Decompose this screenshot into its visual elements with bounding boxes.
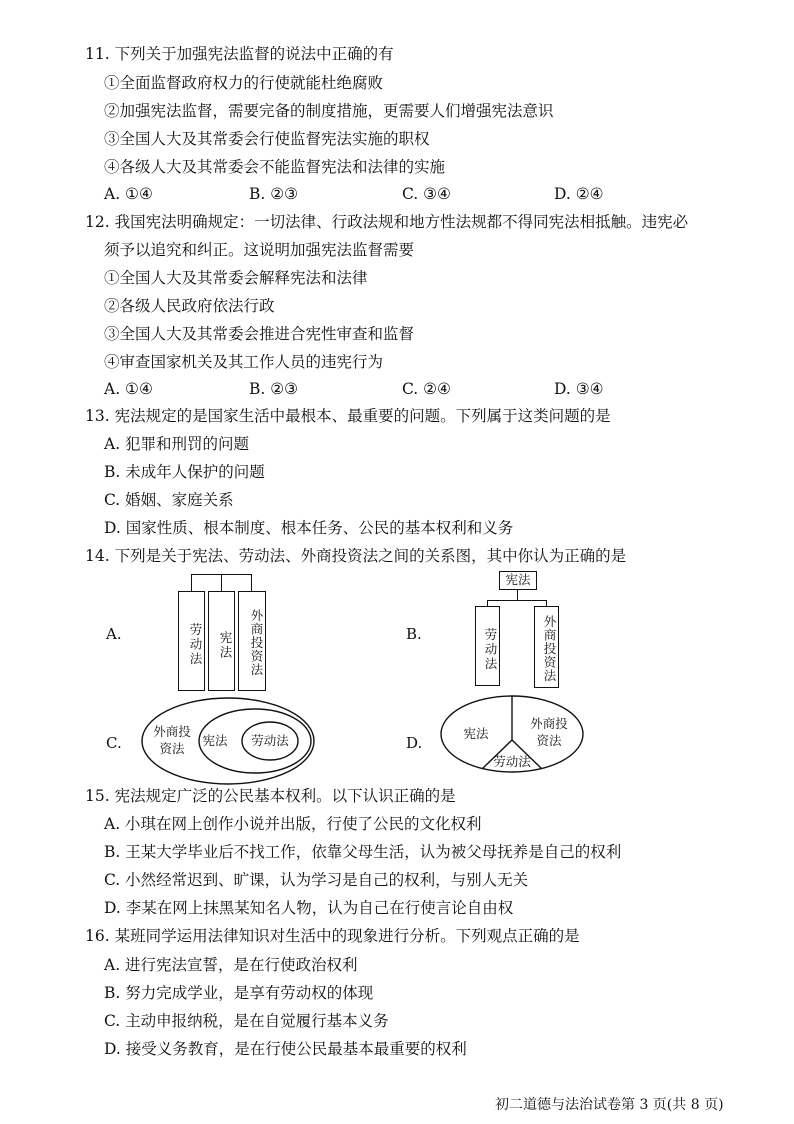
page-footer: 初二道德与法治试卷第 3 页(共 8 页) — [495, 1097, 724, 1113]
q14-a-xianfa-box: 宪法 — [208, 591, 235, 691]
q14-b-laodong-box: 劳动法 — [475, 606, 500, 686]
q14-label-b: B. — [406, 625, 422, 643]
q14-label-a: A. — [106, 625, 122, 643]
q13-option-d: D. 国家性质、根本制度、根本任务、公民的基本权利和义务 — [104, 519, 514, 537]
q12-item-1: ①全国人大及其常委会解释宪法和法律 — [104, 269, 368, 287]
q12-stem-line2: 须予以追究和纠正。这说明加强宪法监督需要 — [104, 241, 415, 259]
q12-item-4: ④审查国家机关及其工作人员的违宪行为 — [104, 353, 384, 371]
q12-item-3: ③全国人大及其常委会推进合宪性审查和监督 — [104, 325, 415, 343]
q12-item-2: ②各级人民政府依法行政 — [104, 297, 275, 315]
q12-option-d: D. ③④ — [554, 380, 604, 398]
q15-option-a: A. 小琪在网上创作小说并出版，行使了公民的文化权利 — [104, 815, 482, 833]
q16-stem: 16. 某班同学运用法律知识对生活中的现象进行分析。下列观点正确的是 — [85, 927, 580, 945]
q16-option-d: D. 接受义务教育，是在行使公民最基本最重要的权利 — [104, 1040, 467, 1058]
q11-item-1: ①全面监督政府权力的行使就能杜绝腐败 — [104, 74, 384, 92]
q12-option-c: C. ②④ — [402, 380, 451, 398]
q14-b-xianfa-box: 宪法 — [499, 571, 537, 590]
q13-option-c: C. 婚姻、家庭关系 — [104, 491, 234, 509]
q14-d-waishang-line2: 资法 — [536, 733, 562, 748]
q11-item-2: ②加强宪法监督，需要完备的制度措施，更需要人们增强宪法意识 — [104, 102, 554, 120]
q14-c-waishang-line1: 外商投 — [153, 724, 191, 739]
q14-d-laodong: 劳动法 — [493, 754, 531, 769]
q14-c-xianfa: 宪法 — [202, 733, 228, 748]
q13-option-a: A. 犯罪和刑罚的问题 — [104, 435, 250, 453]
q14-label-c: C. — [106, 734, 122, 752]
q13-option-b: B. 未成年人保护的问题 — [104, 463, 265, 481]
q11-item-3: ③全国人大及其常委会行使监督宪法实施的职权 — [104, 130, 430, 148]
q13-stem: 13. 宪法规定的是国家生活中最根本、最重要的问题。下列属于这类问题的是 — [85, 407, 611, 425]
q14-label-d: D. — [406, 734, 423, 752]
q12-options — [104, 378, 664, 400]
q14-d-waishang-line1: 外商投 — [530, 716, 568, 731]
q15-option-b: B. 王某大学毕业后不找工作，依靠父母生活，认为被父母抚养是自己的权利 — [104, 843, 622, 861]
q11-item-4: ④各级人大及其常委会不能监督宪法和法律的实施 — [104, 158, 446, 176]
q12-option-a: A. ①④ — [104, 380, 153, 398]
q14-stem: 14. 下列是关于宪法、劳动法、外商投资法之间的关系图，其中你认为正确的是 — [85, 547, 627, 565]
q14-a-laodong-box: 劳动法 — [178, 591, 205, 691]
q11-option-a: A. ①④ — [104, 185, 153, 203]
q11-stem: 11. 下列关于加强宪法监督的说法中正确的有 — [85, 45, 394, 63]
q14-c-waishang-line2: 资法 — [159, 741, 185, 756]
q11-option-b: B. ②③ — [249, 185, 299, 203]
q16-option-c: C. 主动申报纳税，是在自觉履行基本义务 — [104, 1012, 389, 1030]
q11-options — [104, 183, 664, 205]
q11-option-d: D. ②④ — [554, 185, 604, 203]
q16-option-a: A. 进行宪法宣誓，是在行使政治权利 — [104, 956, 358, 974]
q11-option-c: C. ③④ — [402, 185, 451, 203]
q15-option-c: C. 小然经常迟到、旷课，认为学习是自己的权利，与别人无关 — [104, 871, 529, 889]
q14-a-waishang-box: 外商投资法 — [238, 591, 266, 691]
q14-b-waishang-box: 外商投资法 — [534, 606, 559, 688]
q12-option-b: B. ②③ — [249, 380, 299, 398]
q12-stem-line1: 12. 我国宪法明确规定：一切法律、行政法规和地方性法规都不得同宪法相抵触。违宪必 — [85, 213, 689, 231]
q14-c-laodong: 劳动法 — [251, 733, 289, 748]
q15-option-d: D. 李某在网上抹黑某知名人物，认为自己在行使言论自由权 — [104, 899, 514, 917]
q14-d-xianfa: 宪法 — [463, 726, 489, 741]
q15-stem: 15. 宪法规定广泛的公民基本权利。以下认识正确的是 — [85, 787, 456, 805]
q16-option-b: B. 努力完成学业，是享有劳动权的体现 — [104, 984, 374, 1002]
